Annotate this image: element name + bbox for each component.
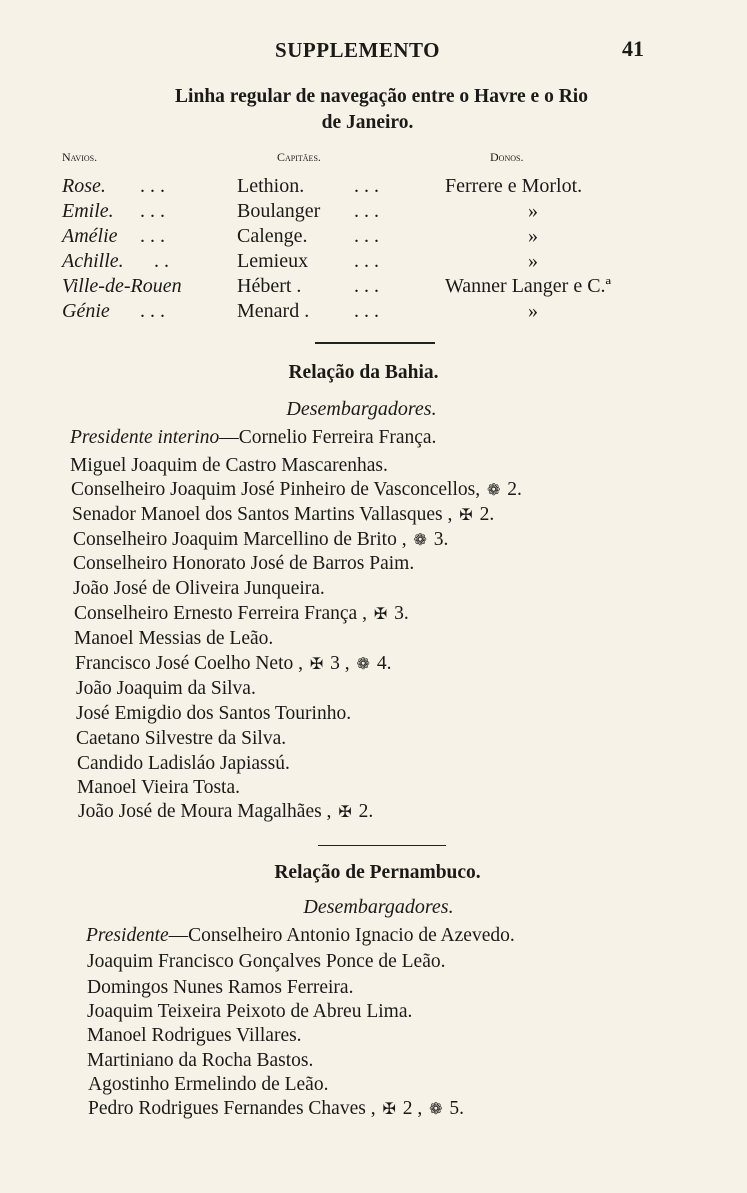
member-line bbox=[74, 628, 273, 650]
ship-captain: Boulanger bbox=[237, 200, 321, 222]
ship-name: Achille. bbox=[62, 250, 124, 272]
member-name: Candido Ladisláo Japiassú. bbox=[77, 753, 290, 774]
order-cross-icon: ✠ bbox=[373, 606, 388, 623]
leader-dots: . . . bbox=[354, 250, 379, 272]
member-line bbox=[87, 1050, 313, 1072]
decoration-grade: 2. bbox=[358, 801, 374, 822]
member-name: Francisco José Coelho Neto , bbox=[75, 653, 304, 674]
ship-owner: » bbox=[528, 250, 538, 272]
ship-captain: Lethion. bbox=[237, 175, 305, 197]
decoration-grade: 4. bbox=[376, 653, 392, 674]
president-label: Presidente bbox=[86, 925, 169, 946]
pernambuco-subtitle: Desembargadores. bbox=[303, 896, 454, 918]
order-cross-icon: ✠ bbox=[459, 507, 473, 524]
member-name: Domingos Nunes Ramos Ferreira. bbox=[87, 977, 354, 998]
column-header-navios: Navios. bbox=[62, 150, 98, 164]
bahia-title: Relação da Bahia. bbox=[288, 362, 439, 383]
leader-dots: . . . bbox=[140, 175, 165, 197]
column-header-capitaes: Capitães. bbox=[277, 150, 321, 164]
member-line bbox=[71, 479, 522, 501]
ship-owner: » bbox=[528, 300, 538, 322]
ship-row bbox=[62, 175, 702, 198]
member-name: José Emigdio dos Santos Tourinho. bbox=[76, 703, 352, 724]
member-name: Joaquim Teixeira Peixoto de Abreu Lima. bbox=[87, 1001, 413, 1022]
order-rose-icon: ❁ bbox=[429, 1101, 443, 1118]
running-header-title: SUPPLEMENTO bbox=[275, 38, 440, 62]
member-line bbox=[75, 653, 391, 675]
leader-dots: . . . bbox=[354, 300, 379, 322]
member-line bbox=[72, 504, 494, 526]
ship-owner: Ferrere e Morlot. bbox=[445, 175, 583, 197]
member-name: Manoel Messias de Leão. bbox=[74, 628, 274, 649]
order-rose-icon: ❁ bbox=[356, 656, 370, 673]
member-name: Pedro Rodrigues Fernandes Chaves , bbox=[88, 1098, 376, 1119]
president-name: —Conselheiro Antonio Ignacio de Azevedo. bbox=[168, 925, 515, 946]
member-line bbox=[78, 801, 373, 823]
column-header-donos: Donos. bbox=[490, 150, 524, 164]
ship-name: Amélie bbox=[62, 225, 118, 247]
ship-row bbox=[62, 300, 702, 323]
member-name: João José de Oliveira Junqueira. bbox=[73, 578, 325, 599]
order-rose-icon: ❁ bbox=[486, 482, 501, 499]
page-number: 41 bbox=[622, 36, 644, 61]
member-line bbox=[76, 703, 351, 725]
decoration-grade: 2. bbox=[479, 504, 495, 525]
ship-name: Ville-de-Rouen bbox=[62, 275, 182, 297]
linha-title-line2: de Janeiro. bbox=[321, 112, 414, 133]
leader-dots: . . . bbox=[140, 225, 165, 247]
member-name: Senador Manoel dos Santos Martins Vallasques , bbox=[72, 504, 453, 525]
ship-row bbox=[62, 250, 702, 273]
ship-row bbox=[62, 225, 702, 248]
member-name: João Joaquim da Silva. bbox=[76, 678, 256, 699]
leader-dots: . . . bbox=[140, 200, 165, 222]
member-name: Joaquim Francisco Gonçalves Ponce de Leão. bbox=[87, 951, 446, 972]
leader-dots: . . . bbox=[354, 200, 379, 222]
ship-row bbox=[62, 200, 702, 223]
order-cross-icon: ✠ bbox=[382, 1101, 396, 1118]
member-line bbox=[87, 951, 445, 973]
member-line bbox=[73, 553, 414, 575]
member-line bbox=[88, 1098, 464, 1120]
member-name: Agostinho Ermelindo de Leão. bbox=[88, 1074, 329, 1095]
bahia-president bbox=[70, 427, 436, 449]
decoration-grade: 3. bbox=[433, 529, 449, 550]
member-name: Conselheiro Ernesto Ferreira França , bbox=[74, 603, 367, 624]
member-name: Manoel Rodrigues Villares. bbox=[87, 1025, 302, 1046]
order-cross-icon: ✠ bbox=[338, 804, 352, 821]
ship-owner: » bbox=[528, 200, 538, 222]
ship-name: Génie bbox=[62, 300, 110, 322]
member-name: Conselheiro Joaquim José Pinheiro de Vasconcellos, bbox=[71, 479, 481, 500]
president-label: Presidente interino bbox=[70, 427, 220, 448]
member-name: Martiniano da Rocha Bastos. bbox=[87, 1050, 314, 1071]
member-line bbox=[88, 1074, 328, 1096]
member-line bbox=[73, 529, 448, 551]
member-line bbox=[70, 455, 388, 477]
pernambuco-title: Relação de Pernambuco. bbox=[274, 862, 481, 883]
pernambuco-president bbox=[86, 925, 515, 947]
ship-name: Rose. bbox=[62, 175, 106, 197]
section-divider bbox=[315, 342, 435, 344]
leader-dots: . . . bbox=[354, 275, 379, 297]
order-rose-icon: ❁ bbox=[413, 532, 427, 549]
decoration-grade: 3 , bbox=[330, 653, 350, 674]
ship-name: Emile. bbox=[62, 200, 114, 222]
ship-captain: Calenge. bbox=[237, 225, 308, 247]
member-line bbox=[87, 1001, 412, 1023]
member-line bbox=[77, 753, 290, 775]
president-name: —Cornelio Ferreira França. bbox=[219, 427, 437, 448]
member-line bbox=[76, 728, 286, 750]
leader-dots: . . . bbox=[354, 225, 379, 247]
member-line bbox=[87, 1025, 302, 1047]
ship-row bbox=[62, 275, 702, 298]
ship-owner: Wanner Langer e C.ª bbox=[445, 275, 612, 297]
decoration-grade: 3. bbox=[394, 603, 409, 624]
decoration-grade: 2. bbox=[507, 479, 522, 500]
bahia-subtitle: Desembargadores. bbox=[286, 398, 437, 420]
ship-owner: » bbox=[528, 225, 538, 247]
ship-captain: Hébert . bbox=[237, 275, 302, 297]
section-divider bbox=[318, 845, 446, 846]
member-name: Conselheiro Joaquim Marcellino de Brito , bbox=[73, 529, 407, 550]
member-name: João José de Moura Magalhães , bbox=[78, 801, 332, 822]
decoration-grade: 5. bbox=[449, 1098, 465, 1119]
ship-captain: Lemieux bbox=[237, 250, 309, 272]
member-line bbox=[74, 603, 409, 625]
member-name: Caetano Silvestre da Silva. bbox=[76, 728, 287, 749]
leader-dots: . . . bbox=[140, 300, 165, 322]
leader-dots: . . . bbox=[354, 175, 379, 197]
member-line bbox=[76, 678, 256, 700]
member-name: Conselheiro Honorato José de Barros Paim. bbox=[73, 553, 415, 574]
ship-captain: Menard . bbox=[237, 300, 310, 322]
member-line bbox=[73, 578, 325, 600]
order-cross-icon: ✠ bbox=[309, 656, 324, 673]
member-name: Manoel Vieira Tosta. bbox=[77, 777, 240, 798]
decoration-grade: 2 , bbox=[402, 1098, 423, 1119]
leader-dots: . . bbox=[154, 250, 169, 272]
member-name: Miguel Joaquim de Castro Mascarenhas. bbox=[70, 455, 388, 476]
linha-title-line1: Linha regular de navegação entre o Havre e o Rio bbox=[175, 86, 588, 107]
member-line bbox=[87, 977, 353, 999]
member-line bbox=[77, 777, 240, 799]
